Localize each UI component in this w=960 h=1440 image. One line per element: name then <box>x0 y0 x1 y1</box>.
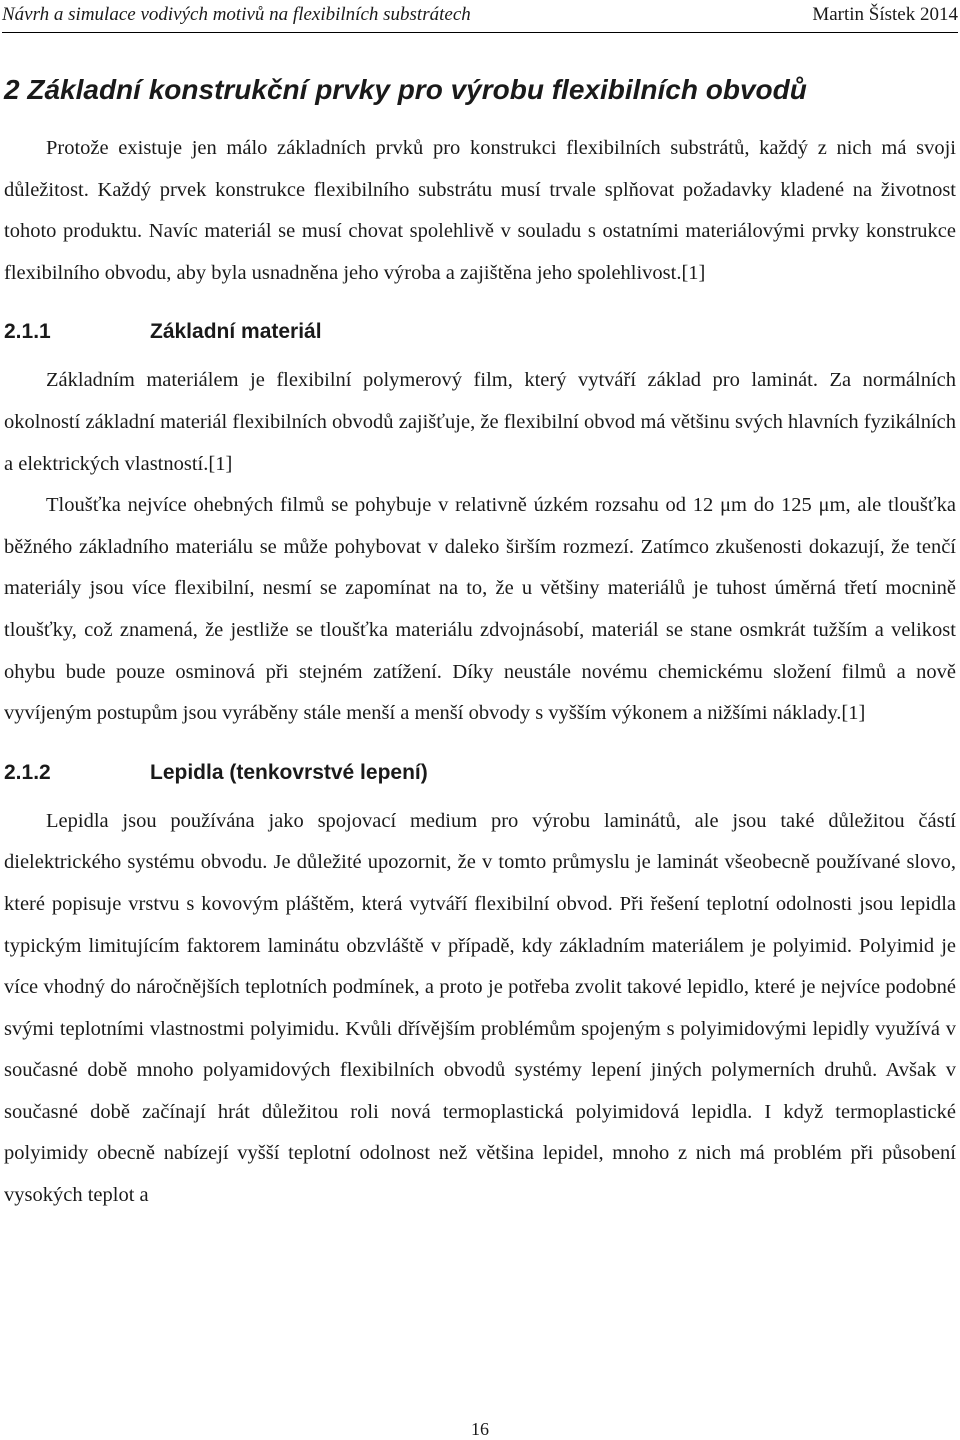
adhesives-paragraph-1: Lepidla jsou používána jako spojovací medium pro výrobu laminátů, ale jsou také důležitou částí dielektrického systému obvodu. Je důležité upozornit, že v tomto průmyslu je laminát všeobecně používané slovo, které popisuje vrstvu s kovovým pláštěm, která vytváří flexibilní obvod. Při řešení teplotní odolnosti jsou lepidla typickým limitujícím faktorem laminátu obzvláště v případě, kdy základním materiálem je polyimid. Polyimid je více vhodný do náročnějších teplotních podmínek, a proto je potřeba zvolit takové lepidlo, které je nejvíce podobné svými teplotními vlastnostmi polyimidu. Kvůli dřívějším problémům spojeným s polyimidovými lepidly využívá v současné době mnoho polyamidových flexibilních obvodů systémy lepení jiných polymerních druhů. Avšak v současné době začínají hrát důležitou roli nová termoplastická polyimidová lepidla. I když termoplastické polyimidy obecně nabízejí vyšší teplotní odolnost než většina lepidel, mnoho z nich má problém při působení vysokých teplot a <box>4 809 956 1207</box>
chapter-intro-paragraph: Protože existuje jen málo základních prvků pro konstrukci flexibilních substrátů, každý z nich má svoji důležitost. Každý prvek konstrukce flexibilního substrátu musí trvale splňovat požadavky kladené na životnost tohoto produktu. Navíc materiál se musí chovat spolehlivě v souladu s ostatními materiálovými prvky konstrukce flexibilního obvodu, aby byla usnadněna jeho výroba a zajištěna jeho spolehlivost.[1] <box>4 137 956 284</box>
running-header <box>2 0 958 33</box>
section-heading-adhesives <box>4 759 956 787</box>
section-heading-base-material <box>4 318 956 346</box>
section-title: Základní materiál <box>150 320 322 344</box>
chapter-title: 2 Základní konstrukční prvky pro výrobu flexibilních obvodů <box>4 74 807 105</box>
base-material-paragraph-1: Základním materiálem je flexibilní polymerový film, který vytváří základ pro laminát. Za normálních okolností základní materiál flexibilních obvodů zajišťuje, že flexibilní obvod má většinu svých hlavních fyzikálních a elektrických vlastností.[1] <box>4 369 956 475</box>
section-number: 2.1.1 <box>4 320 51 344</box>
page-content <box>4 60 956 1217</box>
page-number: 16 <box>471 1419 489 1439</box>
base-material-paragraph-2: Tloušťka nejvíce ohebných filmů se pohybuje v relativně úzkém rozsahu od 12 μm do 125 μm, ale tloušťka běžného základního materiálu se může pohybovat v daleko širším rozmezí. Zatímco zkušenosti dokazují, že tenčí materiály jsou více flexibilní, nesmí se zapomínat na to, že u většiny materiálů je tuhost úměrná třetí mocnině tloušťky, což znamená, že jestliže se tloušťka materiálu zdvojnásobí, materiál se stane osmkrát tužším a velikost ohybu bude pouze osminová při stejném zatížení. Díky neustále novému chemickému složení filmů a nově vyvíjeným postupům jsou vyráběny stále menší a menší obvody s vyšším výkonem a nižšími náklady.[1] <box>4 494 956 725</box>
header-author-year: Martin Šístek 2014 <box>812 4 958 25</box>
section-title: Lepidla (tenkovrstvé lepení) <box>150 760 428 784</box>
section-number: 2.1.2 <box>4 760 51 784</box>
header-thesis-title: Návrh a simulace vodivých motivů na flexibilních substrátech <box>2 4 471 25</box>
